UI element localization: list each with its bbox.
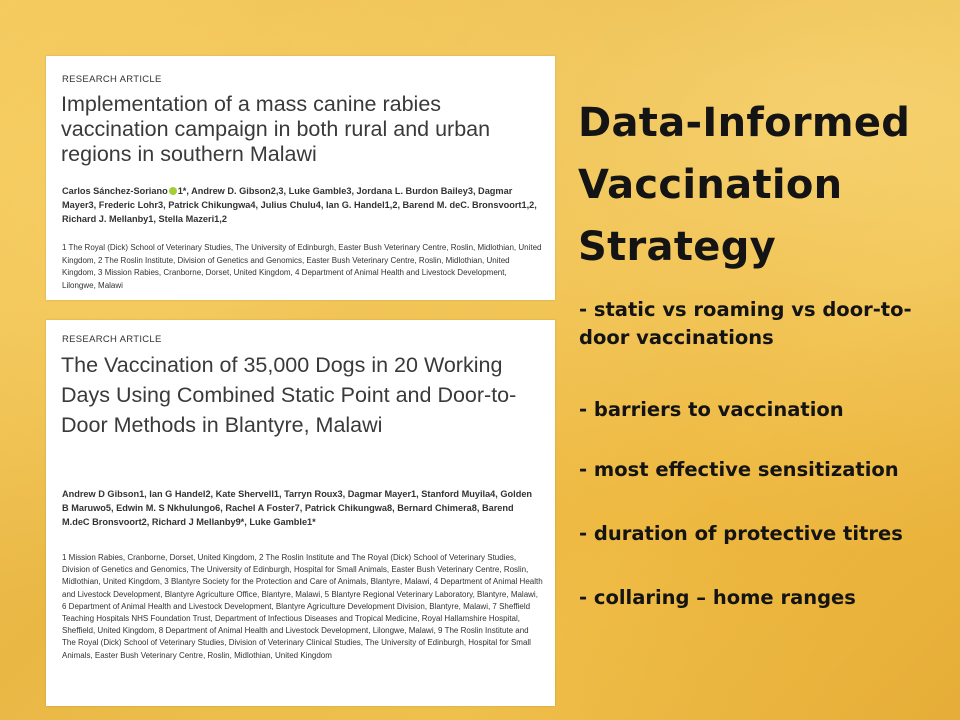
- affiliations: 1 Mission Rabies, Cranborne, Dorset, United Kingdom, 2 The Roslin Institute and The Royal (Dick) School of Veterinary Studies, Division of Genetics and Genomics, The University of Edinburgh, Hospital for Small Animals, Easter Bush Veterinary Centre, Roslin, Midlothian, United Kingdom, 3 Blantyre Society for the Protection and Care of Animals, Blantyre, Malawi, 4 Department of Animal Health and Livestock Development, Blantyre Agriculture Office, Blantyre, Malawi, 5 Blantyre Regional Veterinary Laboratory, Blantyre, Malawi, 6 Department of Animal Health and Livestock Development, Blantyre Agriculture Development Division, Blantyre, Malawi, 7 Sheffield Teaching Hospitals NHS Foundation Trust, Department of Infectious Diseases and Tropical Medicine, Royal Hallamshire Hospital, Sheffield, United Kingdom, 8 Department of Animal Health and Livestock Development, Lilongwe, Malawi, 9 The Roslin Institute and The Royal (Dick) School of Veterinary Studies, Division of Veterinary Clinical Studies, The University of Edinburgh, Hospital for Small Animals, Easter Bush Veterinary Centre, Roslin, Midlothian, United Kingdom: [62, 553, 543, 660]
- bullet-item: - collaring – home ranges: [579, 586, 856, 609]
- paper-card-2: [46, 320, 555, 706]
- slide-title: [578, 92, 948, 278]
- article-type-label: RESEARCH ARTICLE: [62, 74, 162, 85]
- affiliations: 1 The Royal (Dick) School of Veterinary Studies, The University of Edinburgh, Easter Bush Veterinary Centre, Roslin, Midlothian, United Kingdom, 2 The Roslin Institute, Division of Genetics and Genomics, Easter Bush Veterinary Centre, Roslin, Midlothian, United Kingdom, 3 Mission Rabies, Cranborne, Dorset, United Kingdom, 4 Department of Animal Health and Livestock Development, Lilongwe, Malawi: [62, 243, 542, 290]
- bullet-item: - most effective sensitization: [579, 458, 899, 481]
- paper-card-1: [46, 56, 555, 300]
- bullet-item: [579, 296, 912, 352]
- bullet-text-line: door vaccinations: [579, 326, 774, 349]
- slide-title-line: Strategy: [578, 224, 777, 270]
- article-type-label: RESEARCH ARTICLE: [62, 334, 162, 345]
- author-list: Andrew D Gibson1, Ian G Handel2, Kate Shervell1, Tarryn Roux3, Dagmar Mayer1, Stanford Muyila4, Golden B Maruwo5, Edwin M. S Nkhulungo6, Rachel A Foster7, Patrick Chikungwa8, Bernard Chimera8, Barend M.deC Bronsvoort2, Richard J Mellanby9*, Luke Gamble1*: [62, 489, 533, 527]
- slide-title-line: Vaccination: [578, 162, 843, 208]
- paper-title: The Vaccination of 35,000 Dogs in 20 Working Days Using Combined Static Point and Door-to-Door Methods in Blantyre, Malawi: [61, 353, 517, 437]
- orcid-icon: [169, 187, 177, 195]
- bullet-item: - barriers to vaccination: [579, 398, 844, 421]
- first-author: Carlos Sánchez-Soriano: [62, 186, 168, 196]
- paper-title: Implementation of a mass canine rabies vaccination campaign in both rural and urban regions in southern Malawi: [61, 92, 491, 166]
- bullet-text-line: - static vs roaming vs door-to-: [579, 298, 912, 321]
- author-list-rest: 1*, Andrew D. Gibson2,3, Luke Gamble3, Jordana L. Burdon Bailey3, Dagmar Mayer3, Frederic Lohr3, Patrick Chikungwa4, Julius Chulu4, Ian G. Handel1,2, Barend M. deC. Bronsvoort1,2, Richard J. Mellanby1, Stella Mazeri1,2: [62, 186, 537, 224]
- slide-title-line: Data-Informed: [578, 100, 911, 146]
- bullet-item: - duration of protective titres: [579, 522, 903, 545]
- author-list: [62, 184, 538, 226]
